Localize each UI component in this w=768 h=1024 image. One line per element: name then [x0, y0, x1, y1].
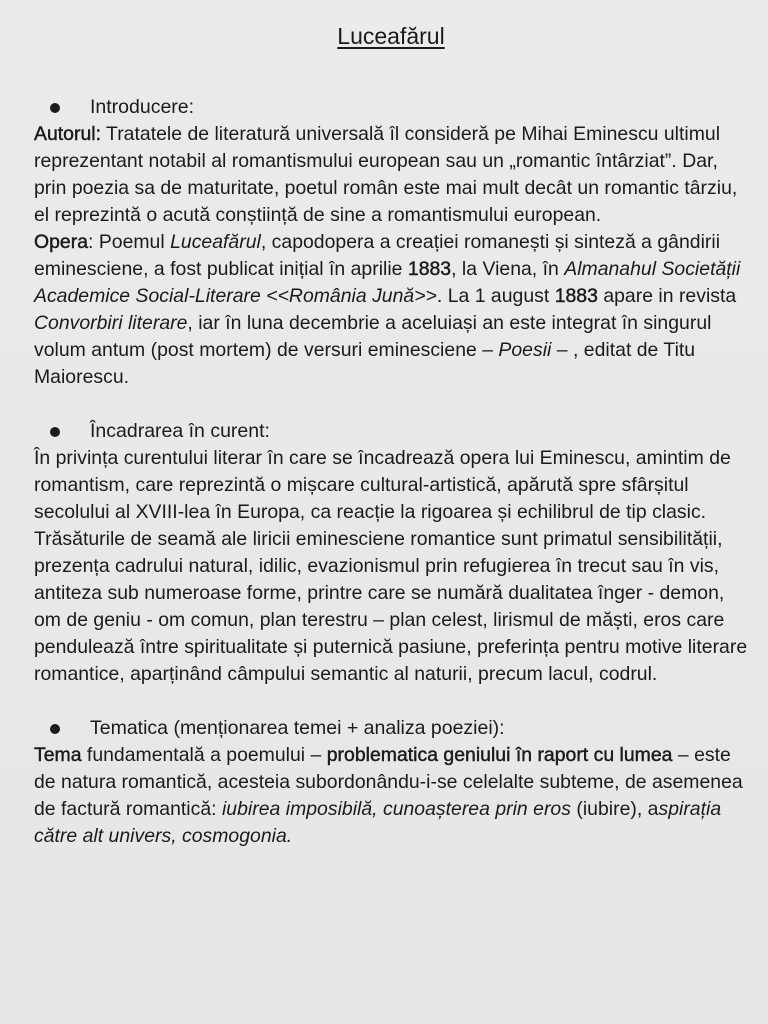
opera-text-4: . La 1 august — [436, 285, 555, 307]
opera-text-2: , capodopera a creației romanești și sinteză a gândirii eminesciene, a fost publicat inițial în aprilie — [34, 231, 721, 280]
tematica-italic-2: spirația către alt univers, cosmogonia. — [34, 798, 722, 847]
opera-text-3: , la Viena, în — [451, 258, 565, 280]
section-heading-text: Introducere: — [90, 96, 195, 118]
opera-year-1: 1883 — [407, 258, 452, 280]
opera-text-6: , iar în luna decembrie a aceluiași an este integrat în singurul volum antum (post mortem) de versuri eminesciene – — [34, 312, 712, 361]
spacer — [34, 688, 748, 715]
opera-text-5: apare in revista — [597, 285, 737, 307]
paragraph-tematica — [34, 742, 748, 850]
tematica-italic-1: iubirea imposibilă, cunoașterea prin eros — [221, 798, 571, 820]
opera-italic-almanahul: Almanahul Societății Academice Social-Literare <<România Jună>> — [34, 258, 741, 307]
opera-year-2: 1883 — [554, 285, 598, 307]
paragraph-autorul — [34, 121, 748, 229]
label-autorul: Autorul: — [34, 123, 101, 145]
tematica-text-3: (iubire), a — [570, 798, 659, 820]
document-title: Luceafărul — [337, 23, 445, 49]
opera-italic-poesii: Poesii — [498, 339, 552, 361]
section-heading-tematica — [34, 715, 748, 742]
spacer — [34, 391, 748, 418]
bullet-icon — [50, 724, 60, 734]
bullet-icon — [50, 103, 60, 113]
bullet-icon — [50, 427, 60, 437]
autorul-text: Tratatele de literatură universală îl consideră pe Mihai Eminescu ultimul reprezentant notabil al romantismului european sau un „romantic întârziat”. Dar, prin poezia sa de maturitate, poetul român este mai mult decât un romantic târziu, el reprezintă o acută conștiință de sine a romantismului european. — [34, 123, 738, 226]
paragraph-opera — [34, 229, 748, 391]
tematica-text-1: fundamentală a poemului – — [81, 744, 327, 766]
section-heading-text: Tematica (menționarea temei + analiza poeziei): — [90, 717, 505, 739]
opera-italic-convorbiri: Convorbiri literare — [34, 312, 188, 334]
paragraph-curent: În privința curentului literar în care se încadrează opera lui Eminescu, amintim de romantism, care reprezintă o mișcare cultural-artistică, apărută spre sfârșitul secolului al XVIII-lea în Europa, ca reacție la rigoarea și echilibrul de tip clasic. Trăsăturile de seamă ale liricii eminesciene romantice sunt primatul sensibilității, prezența cadrului natural, idilic, evazionismul prin refugierea în trecut sau în vis, antiteza sub numeroase forme, printre care se numără dualitatea înger - demon, om de geniu - om comun, plan terestru – plan celest, lirismul de măști, eros care pendulează între spiritualitate și puternică pasiune, preferința pentru motive literare romantice, aparținând câmpului semantic al naturii, precum lacul, codrul. — [34, 447, 748, 685]
opera-text-1: : Poemul — [88, 231, 171, 253]
tema-label: Tema — [34, 744, 82, 766]
section-heading-text: Încadrarea în curent: — [90, 420, 270, 442]
tema-bold-phrase: problematica geniului în raport cu lumea — [326, 744, 673, 766]
label-opera: Opera — [34, 231, 88, 253]
opera-italic-luceafarul: Luceafărul — [170, 231, 261, 253]
section-heading-incadrarea — [34, 418, 748, 445]
opera-text-7: – , editat de Titu Maiorescu. — [34, 339, 696, 388]
tematica-text-2: – este de natura romantică, acesteia subordonându-i-se celelalte subteme, de asemenea de factură romantică: — [34, 744, 743, 820]
section-heading-introducere — [34, 94, 748, 121]
